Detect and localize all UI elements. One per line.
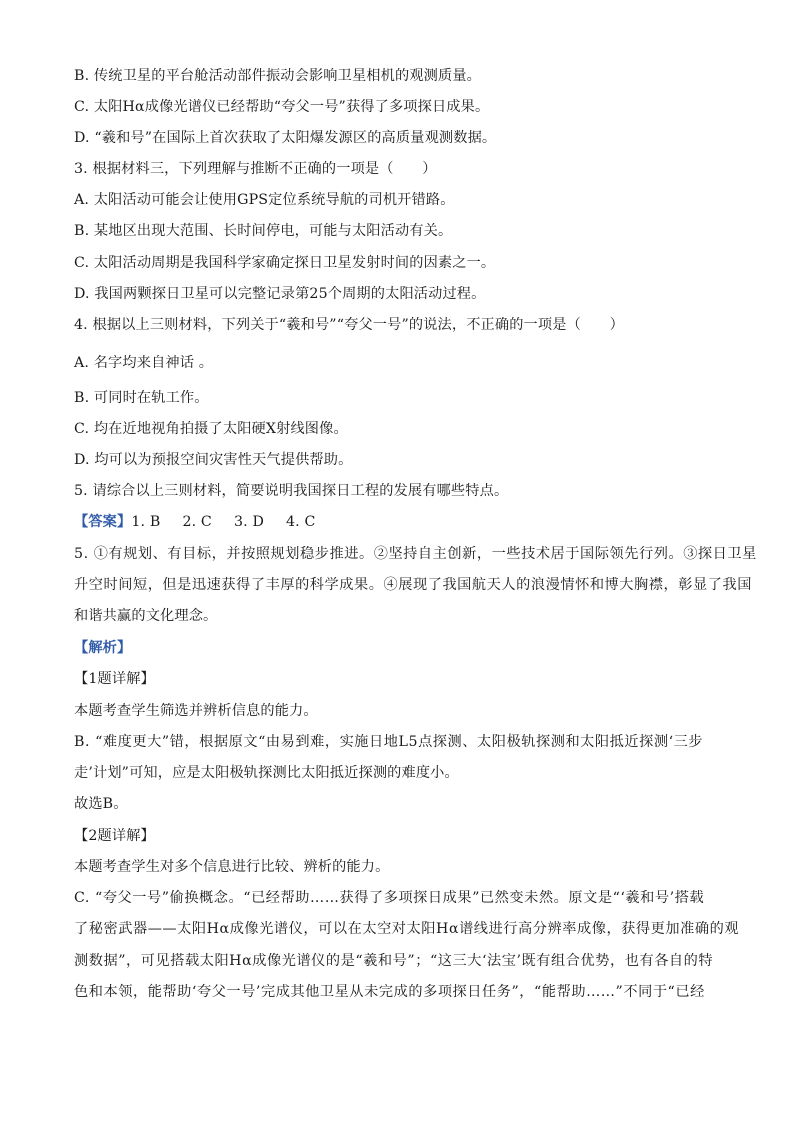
option-c-q3: C. 太阳活动周期是我国科学家确定探日卫星发射时间的因素之一。: [74, 255, 496, 271]
q2-detail-heading: 【2题详解】: [74, 828, 155, 844]
answer5-line-3: 和谐共赢的文化理念。: [74, 608, 218, 624]
option-c-q4: C. 均在近地视角拍摄了太阳硬X射线图像。: [74, 421, 348, 437]
q2-detail-line: 了秘密武器——太阳Hα成像光谱仪，可以在太空对太阳Hα谱线进行高分辨率成像，获得更加准确的观: [74, 921, 740, 937]
option-c-q2: C. 太阳Hα成像光谱仪已经帮助“夸父一号”获得了多项探日成果。: [74, 99, 490, 115]
q2-detail-line: 本题考查学生对多个信息进行比较、辨析的能力。: [74, 859, 390, 875]
q1-detail-line: 走’计划”可知，应是太阳极轨探测比太阳抵近探测的难度小。: [74, 765, 459, 781]
analysis-tag: 【解析】: [74, 640, 132, 656]
answer-2: 2. C: [182, 514, 212, 530]
answer-3: 3. D: [233, 514, 264, 530]
question-5: 5. 请综合以上三则材料，简要说明我国探日工程的发展有哪些特点。: [74, 483, 509, 499]
q1-detail-line: 本题考查学生筛选并辨析信息的能力。: [74, 703, 318, 719]
option-a-q4: A. 名字均来自神话 。: [74, 355, 214, 371]
answer5-line-1: 5. ①有规划、有目标，并按照规划稳步推进。②坚持自主创新，一些技术居于国际领先行列。③探日卫星: [74, 546, 757, 562]
answer-4: 4. C: [285, 514, 316, 530]
q1-detail-heading: 【1题详解】: [74, 671, 155, 687]
question-4: 4. 根据以上三则材料，下列关于“羲和号”“夸父一号”的说法，不正确的一项是（ ）: [74, 317, 624, 333]
answer-tag: 【答案】: [74, 514, 132, 530]
answer5-line-2: 升空时间短，但是迅速获得了丰厚的科学成果。④展现了我国航天人的浪漫情怀和博大胸襟，彰显了我国: [74, 577, 752, 593]
option-d-q4: D. 均可以为预报空间灾害性天气提供帮助。: [74, 452, 353, 468]
option-b-q4: B. 可同时在轨工作。: [74, 390, 209, 406]
option-b-q2: B. 传统卫星的平台舱活动部件振动会影响卫星相机的观测质量。: [74, 68, 482, 84]
option-d-q2: D. “羲和号”在国际上首次获取了太阳爆发源区的高质量观测数据。: [74, 130, 497, 146]
option-d-q3: D. 我国两颗探日卫星可以完整记录第25个周期的太阳活动过程。: [74, 286, 486, 302]
question-3: 3. 根据材料三，下列理解与推断不正确的一项是（ ）: [74, 161, 437, 177]
q1-detail-line: 故选B。: [74, 796, 128, 812]
option-b-q3: B. 某地区出现大范围、长时间停电，可能与太阳活动有关。: [74, 223, 453, 239]
answer-1: 1. B: [131, 514, 161, 530]
answer-line: [74, 512, 724, 532]
option-a-q3: A. 太阳活动可能会让使用GPS定位系统导航的司机开错路。: [74, 192, 455, 208]
q2-detail-line: 色和本领，能帮助‘夸父一号’完成其他卫星从未完成的多项探日任务”，“能帮助……”不同于“已经: [74, 984, 705, 1000]
q2-detail-line: 测数据”，可见搭载太阳Hα成像光谱仪的是“羲和号”；“这三大‘法宝’既有组合优势，也有各自的特: [74, 953, 714, 969]
q2-detail-line: C. “夸父一号”偷换概念。“已经帮助……获得了多项探日成果”已然变未然。原文是“‘羲和号’搭载: [74, 890, 705, 906]
q1-detail-line: B. “难度更大”错，根据原文“由易到难，实施日地L5点探测、太阳极轨探测和太阳抵近探测‘三步: [74, 734, 704, 750]
